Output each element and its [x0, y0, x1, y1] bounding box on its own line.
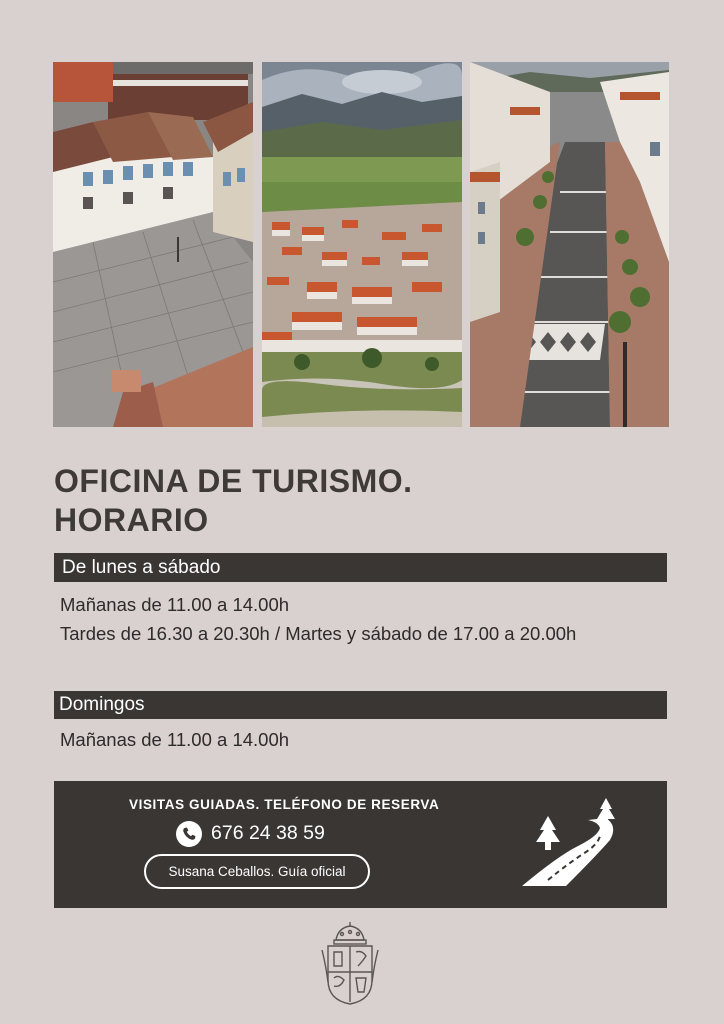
valley-town-photo	[262, 62, 462, 427]
guide-name-badge: Susana Ceballos. Guía oficial	[144, 854, 370, 889]
title-line-2: HORARIO	[54, 502, 209, 538]
main-street-photo	[470, 62, 669, 427]
road-trees-icon	[518, 798, 628, 890]
coat-of-arms	[320, 922, 380, 1006]
weekdays-morning-hours: Mañanas de 11.00 a 14.00h	[60, 594, 290, 615]
town-square-photo	[53, 62, 253, 427]
guided-tours-title: VISITAS GUIADAS. TELÉFONO DE RESERVA	[129, 797, 440, 812]
page-title	[54, 462, 413, 540]
sundays-morning-hours: Mañanas de 11.00 a 14.00h	[60, 729, 290, 750]
weekdays-header: De lunes a sábado	[54, 553, 667, 582]
guided-tours-panel	[54, 781, 667, 908]
sundays-header: Domingos	[54, 691, 667, 719]
weekdays-afternoon-hours: Tardes de 16.30 a 20.30h / Martes y sábado de 17.00 a 20.00h	[60, 623, 577, 644]
phone-number[interactable]: 676 24 38 59	[211, 822, 325, 844]
title-line-1: OFICINA DE TURISMO.	[54, 463, 413, 499]
phone-icon	[176, 821, 202, 847]
